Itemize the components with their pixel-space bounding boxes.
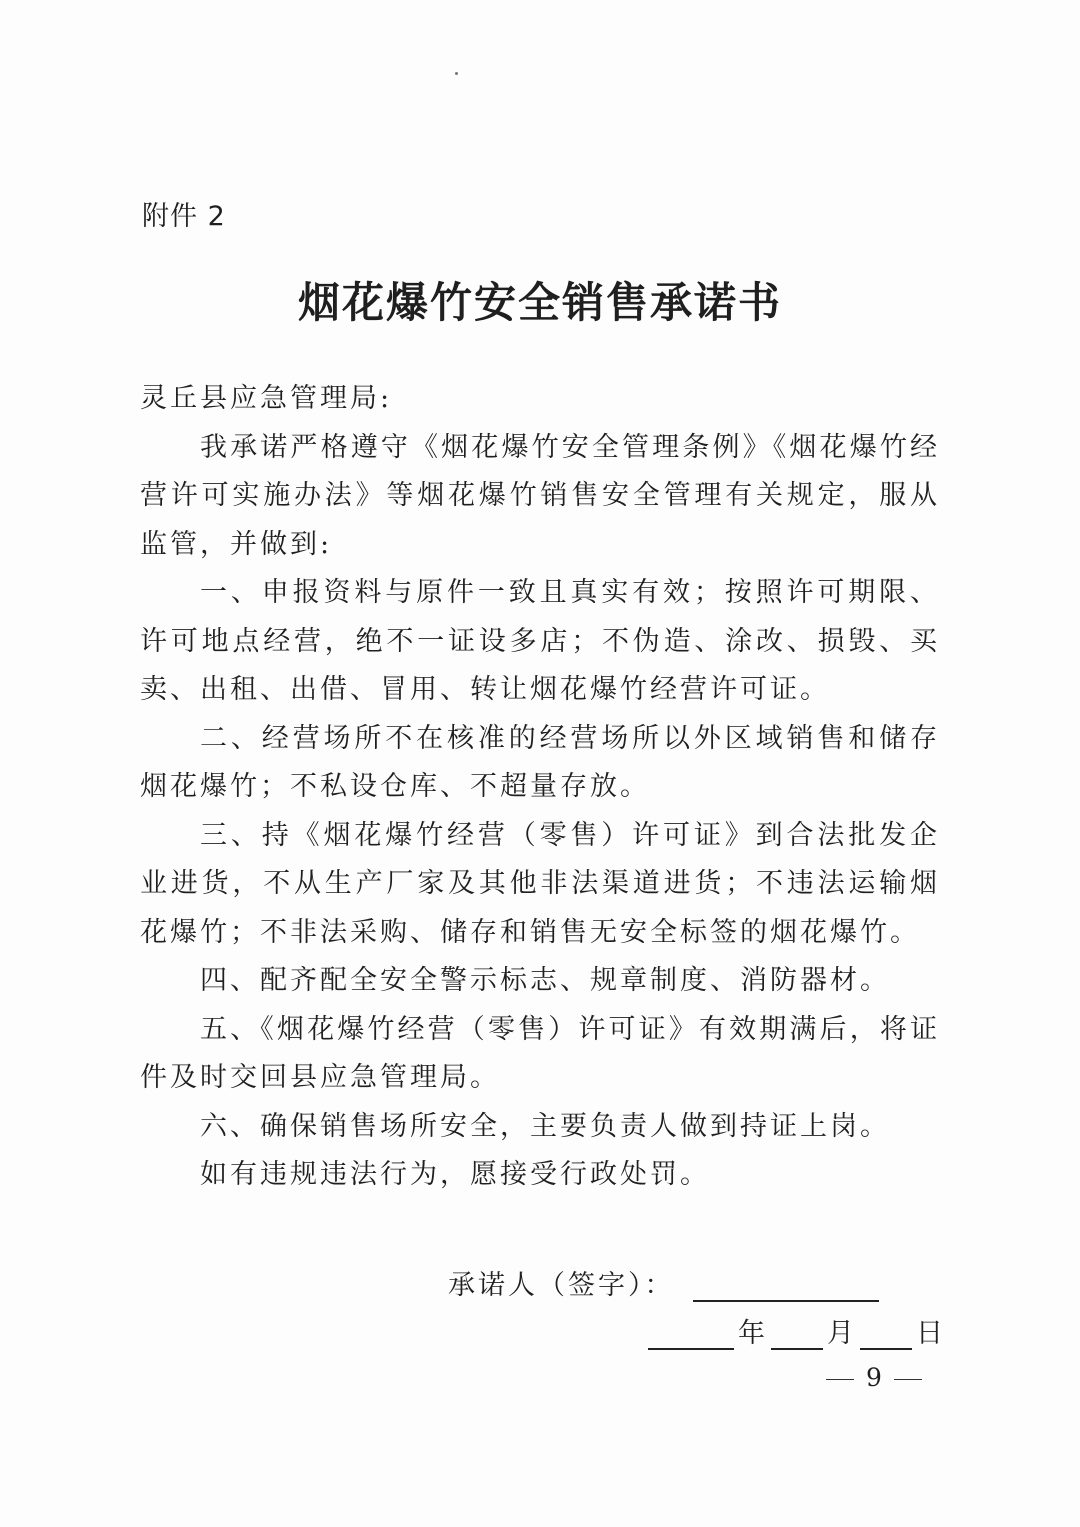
year-label: 年 [738, 1318, 767, 1349]
year-blank[interactable] [648, 1316, 734, 1350]
day-label: 日 [916, 1318, 945, 1349]
signature-line[interactable] [693, 1270, 879, 1302]
page-number-dash-left [826, 1379, 854, 1380]
paragraph-intro: 我承诺严格遵守《烟花爆竹安全管理条例》《烟花爆竹经营许可实施办法》等烟花爆竹销售安全管理有关规定，服从监管，并做到: [140, 431, 940, 560]
attachment-label: 附件 2 [142, 201, 226, 232]
document-title: 烟花爆竹安全销售承诺书 [297, 278, 782, 327]
signature-row [448, 1263, 879, 1302]
scan-speck [455, 72, 458, 75]
paragraph-item-5: 五、《烟花爆竹经营（零售）许可证》有效期满后，将证件及时交回县应急管理局。 [140, 1013, 940, 1093]
signature-label: 承诺人（签字）： [448, 1270, 675, 1301]
page-number-dash-right [894, 1379, 922, 1380]
paragraph-item-1: 一、申报资料与原件一致且真实有效；按照许可期限、许可地点经营，绝不一证设多店；不伪造、涂改、损毁、买卖、出租、出借、冒用、转让烟花爆竹经营许可证。 [140, 577, 940, 705]
paragraph-item-2: 二、经营场所不在核准的经营场所以外区域销售和储存烟花爆竹；不私设仓库、不超量存放。 [140, 722, 940, 802]
month-blank[interactable] [771, 1316, 823, 1350]
page-number-value: 9 [866, 1363, 882, 1392]
document-body [140, 375, 940, 1200]
paragraph-item-4: 四、配齐配全安全警示标志、规章制度、消防器材。 [200, 965, 890, 996]
page-number [826, 1363, 922, 1392]
paragraph-closing: 如有违规违法行为，愿接受行政处罚。 [200, 1159, 710, 1190]
paragraph-item-6: 六、确保销售场所安全，主要负责人做到持证上岗。 [200, 1110, 890, 1142]
date-row [648, 1311, 949, 1350]
month-label: 月 [827, 1318, 856, 1349]
paragraph-item-3: 三、持《烟花爆竹经营（零售）许可证》到合法批发企业进货，不从生产厂家及其他非法渠道进货；不违法运输烟花爆竹；不非法采购、储存和销售无安全标签的烟花爆竹。 [140, 819, 940, 948]
recipient-line: 灵丘县应急管理局: [140, 383, 393, 414]
day-blank[interactable] [860, 1316, 912, 1350]
